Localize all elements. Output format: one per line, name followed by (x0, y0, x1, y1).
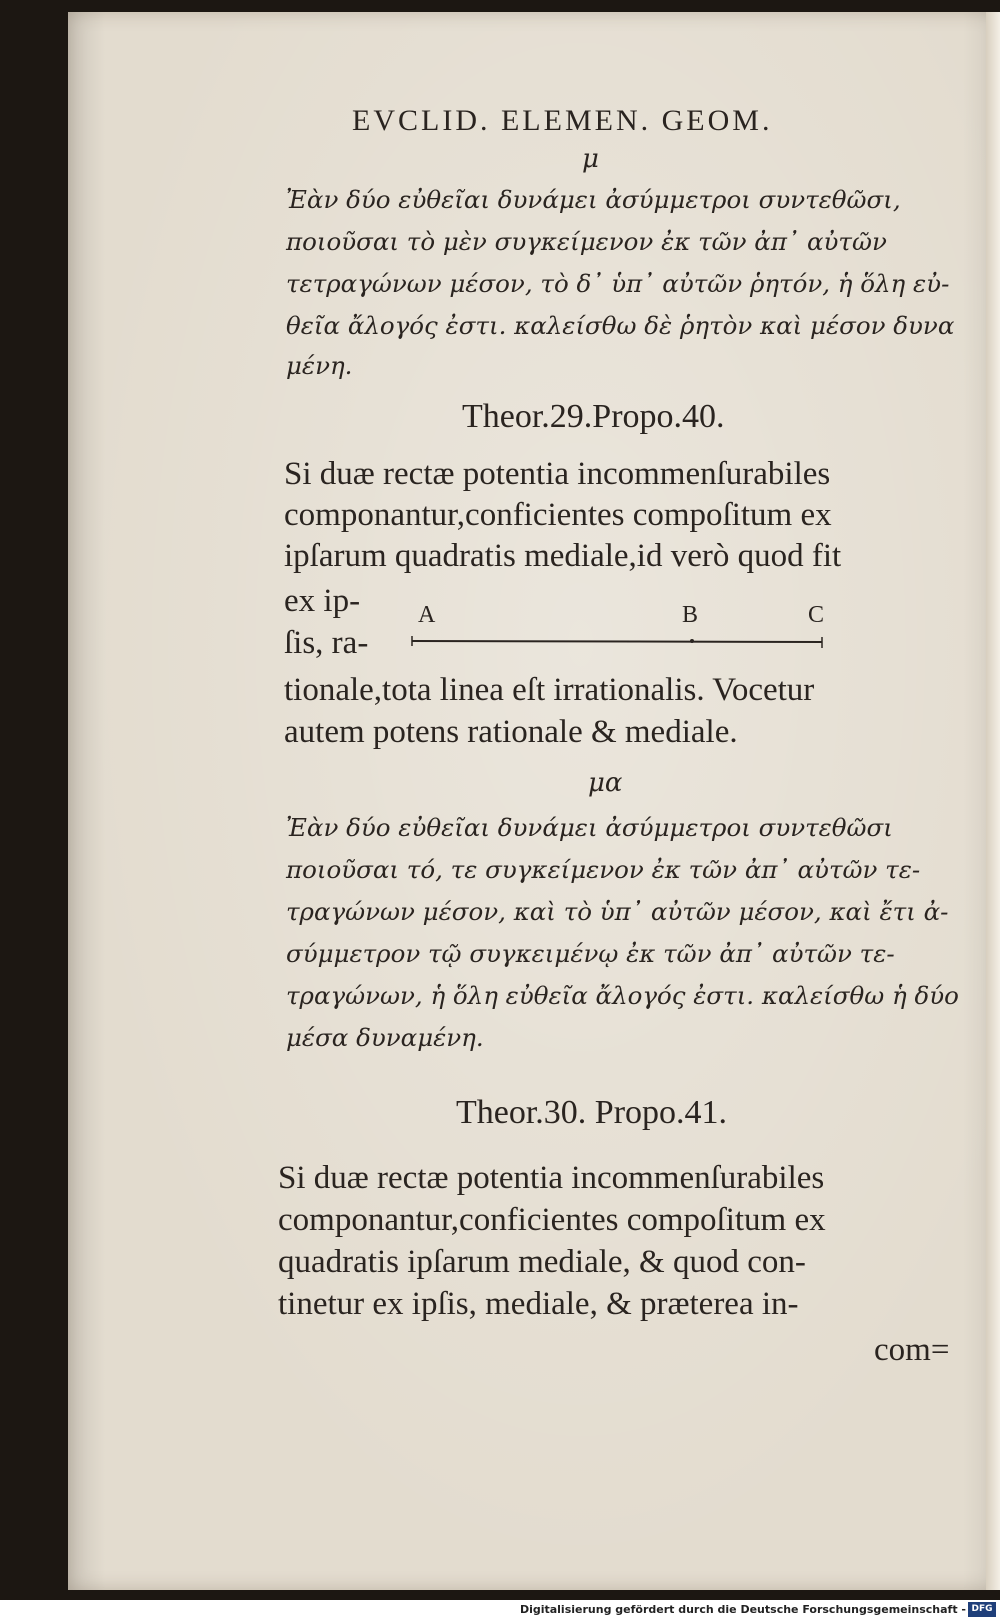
footer-bar (0, 1600, 1000, 1620)
greek-line: μέσα δυναμένη. (286, 1023, 484, 1052)
latin-line: componantur,conficientes compoſitum ex (278, 1202, 826, 1238)
greek-line: ποιοῦσαι τὸ μὲν συγκείμενον ἐκ τῶν ἀπ᾽ αὐτῶν (286, 227, 887, 256)
catchword: com= (874, 1332, 950, 1368)
latin-line: quadratis ipſarum mediale, & quod con- (278, 1244, 806, 1280)
theorem-heading: Theor.30. Propo.41. (456, 1094, 728, 1131)
latin-line: componantur,conficientes compoſitum ex (284, 497, 832, 533)
greek-line: τραγώνων, ἡ ὅλη εὐθεῖα ἄλογός ἐστι. καλείσθω ἡ δύο (286, 981, 959, 1010)
greek-line: ποιοῦσαι τό, τε συγκείμενον ἐκ τῶν ἀπ᾽ αὐτῶν τε- (286, 855, 921, 884)
point-b (690, 639, 694, 643)
running-head: EVCLID. ELEMEN. GEOM. (352, 104, 773, 137)
diagram-label-b: B (682, 602, 699, 628)
greek-line: τετραγώνων μέσον, τὸ δ᾽ ὑπ᾽ αὐτῶν ῥητόν, ἡ ὅλη εὐ- (286, 269, 950, 298)
latin-line: ſis, ra- (284, 625, 369, 661)
theorem-heading: Theor.29.Propo.40. (462, 398, 725, 435)
diagram-line (400, 630, 830, 654)
latin-line: Si duæ rectæ potentia incommenſurabiles (284, 456, 831, 492)
diagram-label-a: A (418, 602, 436, 628)
latin-line: ex ip- (284, 583, 361, 619)
footer-credit: Digitalisierung gefördert durch die Deutsche Forschungsgemeinschaft - (519, 1603, 966, 1616)
latin-line: Si duæ rectæ potentia incommenſurabiles (278, 1160, 825, 1196)
latin-line: tionale,tota linea eſt irrationalis. Vocetur (284, 672, 815, 708)
greek-line: Ἐὰν δύο εὐθεῖαι δυνάμει ἀσύμμετροι συντεθῶσι (286, 813, 893, 842)
line-segment-ac (412, 641, 822, 642)
greek-numeral-41: μα (588, 768, 623, 798)
dfg-logo: DFG (968, 1602, 996, 1617)
greek-line: θεῖα ἄλογός ἐστι. καλείσθω δὲ ῥητὸν καὶ μέσον δυνα (286, 311, 955, 340)
page-edge (986, 12, 1000, 1590)
greek-line: Ἐὰν δύο εὐθεῖαι δυνάμει ἀσύμμετροι συντεθῶσι, (286, 185, 901, 214)
greek-line: σύμμετρον τῷ συγκειμένῳ ἐκ τῶν ἀπ᾽ αὐτῶν τε- (286, 939, 895, 968)
latin-line: ipſarum quadratis mediale,id verò quod fit (284, 538, 842, 574)
diagram-label-c: C (808, 602, 825, 628)
latin-line: autem potens rationale & mediale. (284, 714, 738, 750)
greek-line: τραγώνων μέσον, καὶ τὸ ὑπ᾽ αὐτῶν μέσον, καὶ ἔτι ἀ- (286, 897, 949, 926)
greek-line: μένη. (286, 351, 353, 380)
latin-line: tinetur ex ipſis, mediale, & præterea in- (278, 1286, 799, 1322)
greek-numeral-40: μ (582, 144, 599, 174)
